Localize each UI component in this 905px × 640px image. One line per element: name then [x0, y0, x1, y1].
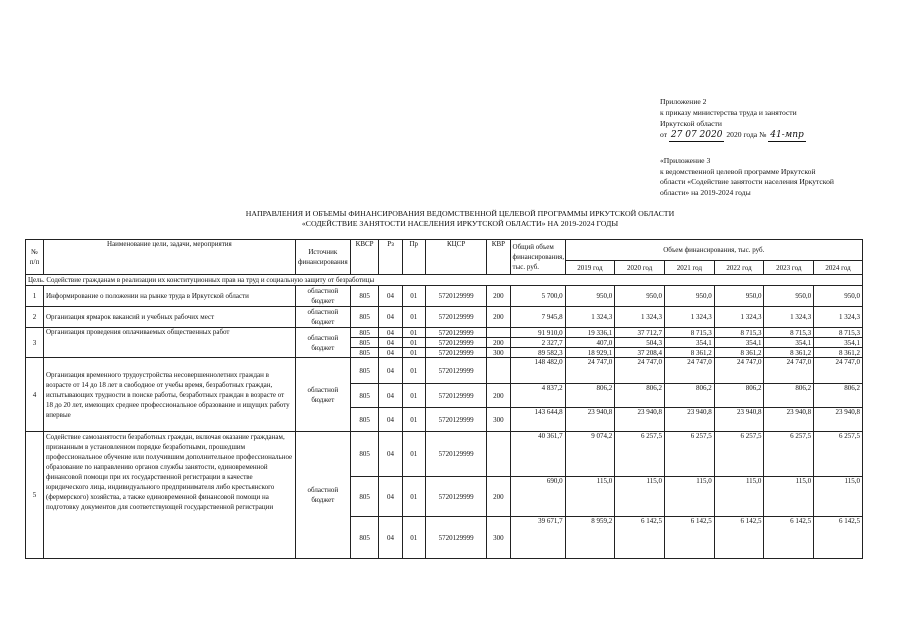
goal-row: Цель. Содействие гражданам в реализации их конституционных прав на труд и социальную защиту от безработицы: [26, 275, 863, 286]
table-row: 805 04 01 5720129999 200 4 837,2 806,2 806,2 806,2 806,2 806,2 806,2: [26, 384, 863, 408]
table-row: 805 04 01 5720129999 300 143 644,8 23 940,8 23 940,8 23 940,8 23 940,8 23 940,8 23 940,8: [26, 408, 863, 432]
header-line: Приложение 2: [660, 97, 707, 106]
table-row: 805 04 01 5720129999 300 89 582,3 18 929,1 37 208,4 8 361,2 8 361,2 8 361,2 8 361,2: [26, 348, 863, 358]
header-line: к ведомственной целевой программе Иркутской: [660, 166, 816, 176]
handwritten-number: 41-мпр: [770, 130, 804, 140]
table-header-row: № п/п Наименование цели, задачи, мероприятия Источник финансирования КВСР Рз Пр КЦСР КВР Общий объем финансирования, тыс. руб. Объем финансирования, тыс. руб.: [26, 240, 863, 261]
table-row: 2 Организация ярмарок вакансий и учебных рабочих мест областной бюджет 805 04 01 5720129999 200 7 945,8 1 324,3 1 324,3 1 324,3 1 324,3 1 324,3 1 324,3: [26, 307, 863, 328]
table-row: 1 Информирование о положении на рынке труда в Иркутской области областной бюджет 805 04 01 5720129999 200 5 700,0 950,0 950,0 950,0 950,0 950,0 950,0: [26, 286, 863, 307]
handwritten-date: 27 07 2020: [670, 130, 723, 140]
table-row: 805 04 01 5720129999 200 2 327,7 407,0 504,3 354,1 354,1 354,1 354,1: [26, 338, 863, 348]
header-line: к приказу министерства труда и занятости: [660, 108, 797, 117]
header-line: «Приложение 3: [660, 156, 711, 165]
program-header: [660, 156, 900, 198]
table-row: 5 Содействие самозанятости безработных граждан, включая оказание гражданам, признанным в установленном порядке безработными, прошедшим профессиональное обучение или получившим дополнительное профессиональное образование по направлению органов службы занятости, единовременной финансовой помощи при их государственной регистрации в качестве юридического лица, индивидуального предпринимателя либо крестьянского (фермерского) хозяйства, а также единовременной финансовой помощи на подготовку документов для соответствующей государственной регистрации областной бюджет 805 04 01 5720129999 40 361,7 9 074,2 6 257,5 6 257,5 6 257,5 6 257,5 6 257,5: [26, 432, 863, 477]
header-line: Иркутской области: [660, 119, 722, 128]
funding-table: [25, 239, 863, 559]
table-row: 3 Организация проведения оплачиваемых общественных работ областной бюджет 805 04 01 5720129999 91 910,0 19 336,1 37 712,7 8 715,3 8 715,3 8 715,3 8 715,3: [26, 328, 863, 338]
document-title: НАПРАВЛЕНИЯ И ОБЪЕМЫ ФИНАНСИРОВАНИЯ ВЕДОМСТВЕННОЙ ЦЕЛЕВОЙ ПРОГРАММЫ ИРКУТСКОЙ ОБЛАСТИ «СОДЕЙСТВИЕ ЗАНЯТОСТИ НАСЕЛЕНИЯ ИРКУТСКОЙ ОБЛАСТИ» НА 2019-2024 ГОДЫ: [245, 209, 675, 228]
header-line: области «Содействие занятости населения Иркутской: [660, 177, 834, 186]
table-row: 805 04 01 5720129999 200 690,0 115,0 115,0 115,0 115,0 115,0 115,0: [26, 477, 863, 517]
order-header: [660, 96, 900, 142]
header-date-line: от 27 07 2020 2020 года № 41-мпр: [660, 130, 804, 140]
table-row: 805 04 01 5720129999 300 39 671,7 8 959,2 6 142,5 6 142,5 6 142,5 6 142,5 6 142,5: [26, 517, 863, 559]
table-row: 4 Организация временного трудоустройства несовершеннолетних граждан в возрасте от 14 до 18 лет в свободное от учебы время, безработных граждан, испытывающих трудности в поиске работы, безработных граждан в возрасте от 18 до 20 лет, имеющих среднее профессиональное образование и ищущих работу впервые областной бюджет 805 04 01 5720129999 148 482,0 24 747,0 24 747,0 24 747,0 24 747,0 24 747,0 24 747,0: [26, 358, 863, 384]
table-year-row: 2019 год 2020 год 2021 год 2022 год 2023 год 2024 год: [26, 261, 863, 275]
header-line: области» на 2019-2024 годы: [660, 187, 751, 197]
